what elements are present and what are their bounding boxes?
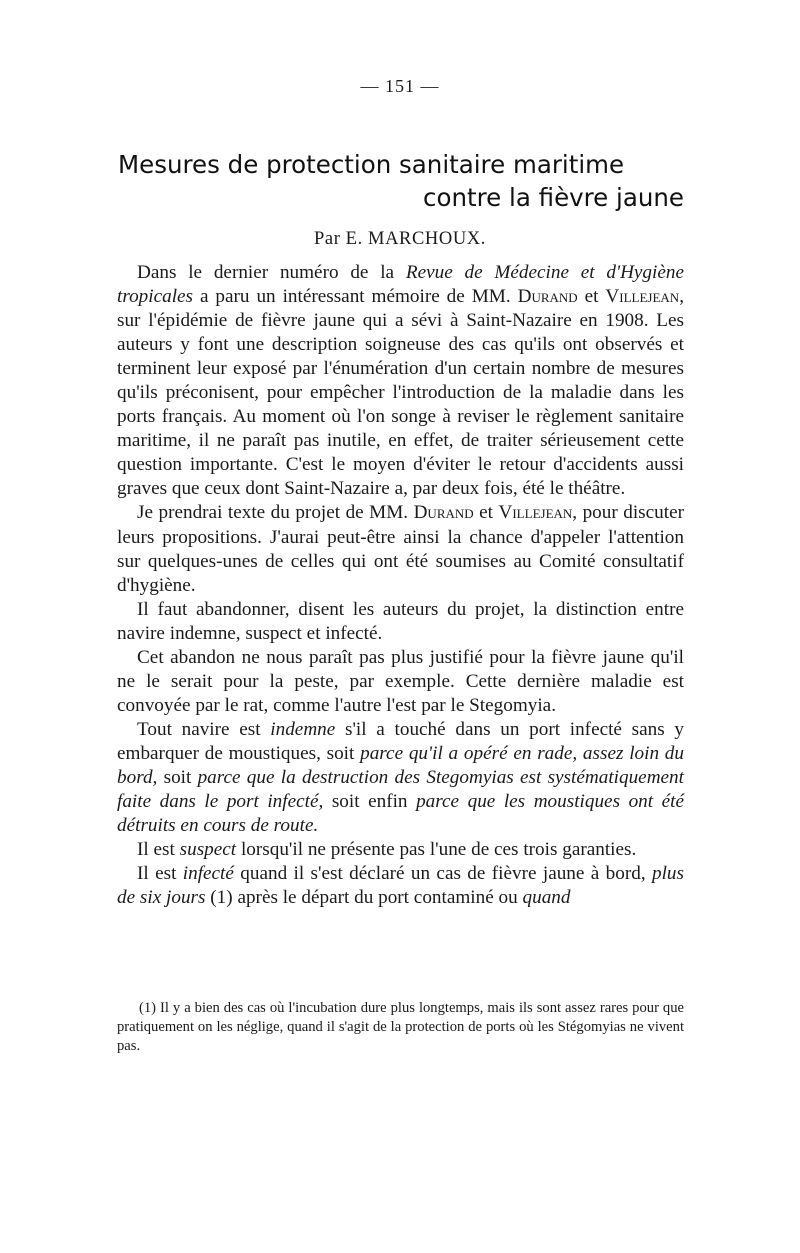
article-body — [117, 261, 684, 910]
text: Il est — [137, 863, 183, 885]
text: soit — [157, 766, 198, 788]
emphasis: parce que les moustiques ont été détruits en cours de route. — [117, 791, 685, 837]
paragraph-4: Cet abandon ne nous paraît pas plus justifié pour la fièvre jaune qu'il ne le serait pour la peste, par exemple. Cette dernière maladie est convoyée par le rat, comme l'autre l'est par le Stegomyia. — [117, 646, 684, 716]
paragraph-5 — [117, 718, 684, 838]
text: a paru un intéressant mémoire de MM. — [193, 286, 518, 308]
paragraph-1 — [117, 261, 684, 501]
text: Il est — [137, 839, 180, 861]
text: Tout navire est — [137, 718, 271, 740]
paragraph-6 — [117, 838, 684, 862]
author-name: Villejean — [498, 502, 573, 524]
emphasis: parce que la destruction des Stegomyias est systématiquement faite dans le port infecté, — [117, 766, 684, 813]
text: et — [577, 286, 606, 308]
emphasis: suspect — [179, 839, 237, 861]
emphasis: parce qu'il a opéré en rade, assez loin du bord, — [117, 742, 684, 788]
text: , pour discuter leurs propositions. J'aurai peut-être ainsi la chance d'appeler l'attention sur quelques-unes de celles qui ont été soumises au Comité consultatif d'hygiène. — [117, 502, 684, 596]
emphasis: plus de six jours — [117, 863, 684, 909]
text: (1) après le départ du port contaminé ou — [205, 887, 523, 909]
emphasis: quand — [522, 887, 571, 909]
author-name: Villejean — [605, 286, 680, 308]
paragraph-2 — [117, 501, 684, 597]
text: et — [473, 502, 499, 524]
emphasis: indemne — [270, 718, 336, 740]
text: , sur l'épidémie de fièvre jaune qui a sévi à Saint-Nazaire en 1908. Les auteurs y font une description soigneuse des cas qu'ils ont observés et terminent leur exposé par l'énumération d'un certain nombre de mesures qu'ils préconisent, pour empêcher l'introduction de la maladie dans les ports français. Au moment où l'on songe à reviser le règlement sanitaire maritime, il ne paraît pas inutile, en effet, de traiter sérieusement cette question importante. C'est le moyen d'éviter le retour d'accidents aussi graves que ceux dont Saint-Nazaire a, par deux fois, été le théâtre. — [117, 286, 684, 500]
journal-title: Revue de Médecine et d'Hygiène tropicales — [117, 262, 684, 308]
text: lorsqu'il ne présente pas l'une de ces trois garanties. — [236, 839, 637, 861]
footnote-text: (1) Il y a bien des cas où l'incubation dure plus longtemps, mais ils sont assez rares pour que pratiquement on les néglige, quand il s'agit de la protection de ports où les Stégomyias ne vivent pas. — [117, 1000, 684, 1054]
text: s'il a touché dans un port infecté sans y embarquer de moustiques, soit — [117, 718, 684, 764]
paragraph-3: Il faut abandonner, disent les auteurs du projet, la distinction entre navire indemne, suspect et infecté. — [117, 598, 684, 644]
text: soit enfin — [323, 791, 417, 813]
emphasis: infecté — [182, 863, 234, 885]
byline: Par E. MARCHOUX. — [314, 229, 486, 249]
page-number: — 151 — — [360, 76, 440, 96]
article-title-line-1: Mesures de protection sanitaire maritime — [118, 150, 625, 179]
paragraph-7 — [117, 862, 684, 910]
text: Je prendrai texte du projet de MM. — [137, 502, 414, 524]
article-title-line-2: contre la fièvre jaune — [423, 183, 684, 212]
author-name: Durand — [517, 286, 578, 308]
text: Dans le dernier numéro de la — [137, 262, 406, 283]
text: quand il s'est déclaré un cas de fièvre jaune à bord, — [233, 863, 652, 885]
author-name: Durand — [413, 502, 474, 524]
footnote — [117, 999, 684, 1056]
